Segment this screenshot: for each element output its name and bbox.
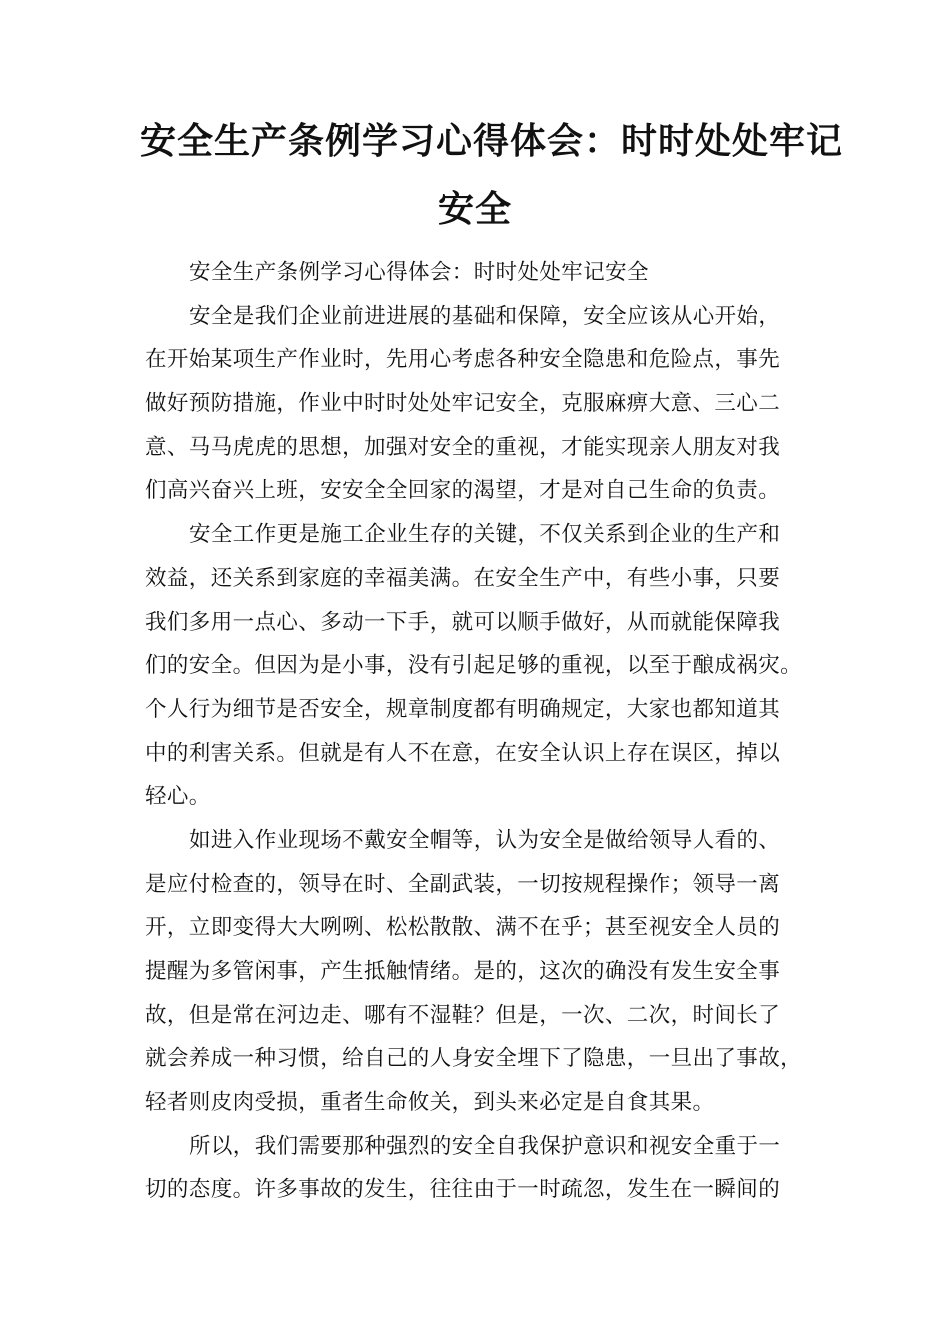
body-text-line: 故，但是常在河边走、哪有不湿鞋？但是，一次、二次，时间长了 [145, 1002, 781, 1028]
body-text-line: 轻者则皮肉受损，重者生命攸关，到头来必定是自食其果。 [145, 1090, 715, 1116]
body-text-line: 意、马马虎虎的思想，加强对安全的重视，才能实现亲人朋友对我 [145, 434, 781, 460]
document-body [145, 251, 825, 1212]
body-text-line: 们的安全。但因为是小事，没有引起足够的重视，以至于酿成祸灾。 [145, 653, 803, 679]
body-text-line: 个人行为细节是否安全，规章制度都有明确规定，大家也都知道其 [145, 696, 781, 722]
body-text-line: 切的态度。许多事故的发生，往往由于一时疏忽，发生在一瞬间的 [145, 1177, 781, 1203]
body-text-line: 所以，我们需要那种强烈的安全自我保护意识和视安全重于一 [189, 1133, 781, 1159]
body-text-line: 是应付检查的，领导在时、全副武装，一切按规程操作；领导一离 [145, 871, 781, 897]
body-text-line: 就会养成一种习惯，给自己的人身安全埋下了隐患，一旦出了事故， [145, 1046, 803, 1072]
body-text-line: 效益，还关系到家庭的幸福美满。在安全生产中，有些小事，只要 [145, 565, 781, 591]
body-text-line: 在开始某项生产作业时，先用心考虑各种安全隐患和危险点，事先 [145, 347, 781, 373]
body-text-line: 开，立即变得大大咧咧、松松散散、满不在乎；甚至视安全人员的 [145, 915, 781, 941]
body-text-line: 中的利害关系。但就是有人不在意，在安全认识上存在误区，掉以 [145, 740, 781, 766]
body-text-line: 做好预防措施，作业中时时处处牢记安全，克服麻痹大意、三心二 [145, 391, 781, 417]
body-text-line: 安全工作更是施工企业生存的关键，不仅关系到企业的生产和 [189, 522, 781, 548]
body-text-line: 轻心。 [145, 784, 211, 810]
body-text-line: 如进入作业现场不戴安全帽等，认为安全是做给领导人看的、 [189, 827, 781, 853]
body-text-line: 们高兴奋兴上班，安安全全回家的渴望，才是对自己生命的负责。 [145, 478, 781, 504]
body-text-line: 我们多用一点心、多动一下手，就可以顺手做好，从而就能保障我 [145, 609, 781, 635]
document-title: 安全生产条例学习心得体会：时时处处牢记 [140, 121, 844, 162]
body-text-line: 安全是我们企业前进进展的基础和保障，安全应该从心开始， [189, 303, 781, 329]
body-text-line: 安全生产条例学习心得体会：时时处处牢记安全 [189, 260, 649, 285]
document-title-continued: 安全 [437, 189, 512, 230]
body-text-line: 提醒为多管闲事，产生抵触情绪。是的，这次的确没有发生安全事 [145, 959, 781, 984]
